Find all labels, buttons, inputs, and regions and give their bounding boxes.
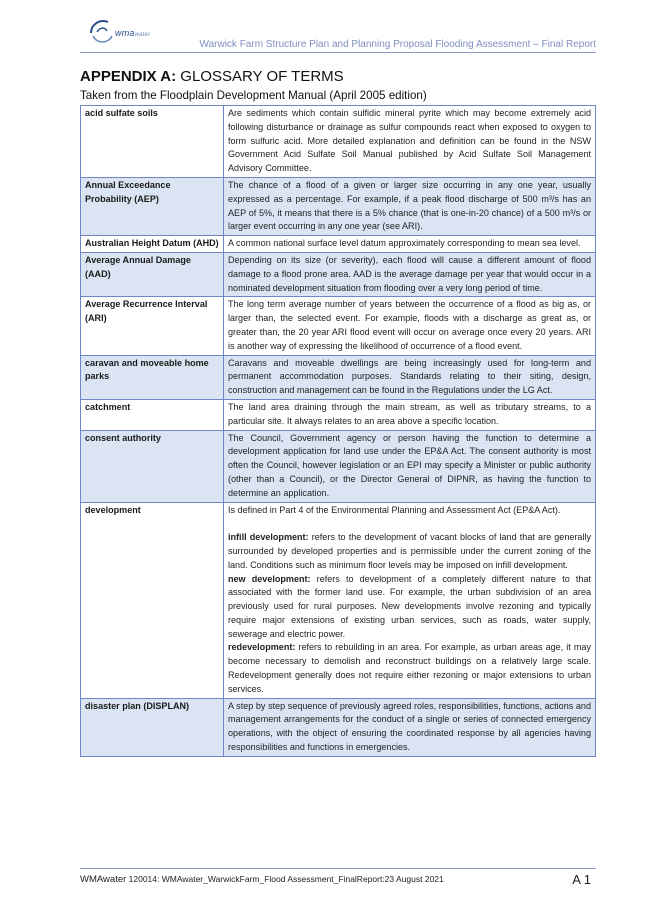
table-row <box>81 236 596 253</box>
page-title <box>80 68 344 85</box>
page-subtitle: Taken from the Floodplain Development Manual (April 2005 edition) <box>80 89 427 102</box>
header-title: Warwick Farm Structure Plan and Planning Proposal Flooding Assessment – Final Report <box>199 39 596 50</box>
footer-text <box>80 874 444 885</box>
glossary-term: catchment <box>81 399 224 430</box>
glossary-definition: The land area draining through the main stream, as well as tributary streams, to a particular site. It always relates to an area above a specific location. <box>224 399 596 430</box>
glossary-term: Average Annual Damage (AAD) <box>81 252 224 296</box>
footer-reference: 120014: WMAwater_WarwickFarm_Flood Assessment_FinalReport:23 August 2021 <box>126 874 444 884</box>
table-row <box>81 698 596 756</box>
glossary-definition: Caravans and moveable dwellings are being increasingly used for long-term and permanent accommodation purposes. Standards relating to their siting, design, construction and management can be found in the Regulations under the LG Act. <box>224 355 596 399</box>
glossary-term: consent authority <box>81 430 224 502</box>
development-intro: Is defined in Part 4 of the Environmental Planning and Assessment Act (EP&A Act). <box>228 504 561 515</box>
glossary-definition: Depending on its size (or severity), each flood will cause a different amount of flood damage to a flood prone area. AAD is the average damage per year that would occur in a nominated development situation from flooding over a very long period of time. <box>224 252 596 296</box>
table-row <box>81 502 596 698</box>
glossary-term: disaster plan (DISPLAN) <box>81 698 224 756</box>
sub-term-text: refers to rebuilding in an area. For example, as urban areas age, it may become necessary to demolish and reconstruct buildings on a relatively large scale. Redevelopment generally does not require either rezoning or major extensions to urban services. <box>228 642 591 694</box>
table-row <box>81 355 596 399</box>
glossary-definition: A step by step sequence of previously agreed roles, responsibilities, functions, actions and management arrangements for the conduct of a single or series of connected emergency operations, with the object of ensuring the coordinated response by all agencies having responsibilities and functions in emergencies. <box>224 698 596 756</box>
wave-logo-icon <box>88 17 118 47</box>
table-row <box>81 106 596 178</box>
title-rest: GLOSSARY OF TERMS <box>176 68 344 85</box>
glossary-term: Annual Exceedance Probability (AEP) <box>81 177 224 235</box>
glossary-definition: A common national surface level datum approximately corresponding to mean sea level. <box>224 236 596 253</box>
table-row <box>81 430 596 502</box>
glossary-definition: The Council, Government agency or person having the function to determine a development application for land use under the EP&A Act. The consent authority is most often the Council, however legislation or an EPI may specify a Minister or public authority (other than a Council), or the Director General of DIPNR, as having the function to determine an application. <box>224 430 596 502</box>
table-row <box>81 297 596 355</box>
glossary-term: Australian Height Datum (AHD) <box>81 236 224 253</box>
sub-term-text: refers to the development of vacant blocks of land that are generally surrounded by developed properties and is permissible under the current zoning of the land. Conditions such as minimum floor levels may be imposed on infill development. <box>228 532 591 570</box>
glossary-term: Average Recurrence Interval (ARI) <box>81 297 224 355</box>
footer-brand: WMAwater <box>80 874 127 885</box>
header-divider <box>80 52 596 53</box>
redevelopment-entry <box>228 641 591 696</box>
glossary-definition <box>224 502 596 698</box>
glossary-term: acid sulfate soils <box>81 106 224 178</box>
glossary-term: development <box>81 502 224 698</box>
glossary-definition: The long term average number of years between the occurrence of a flood as big as, or larger than, the selected event. For example, floods with a discharge as great as, or greater than, the 20 year ARI flood event will occur on average once every 20 years. ARI is another way of expressing the likelihood of occurrence of a flood event. <box>224 297 596 355</box>
infill-development-entry <box>228 531 591 572</box>
glossary-definition: Are sediments which contain sulfidic mineral pyrite which may become extremely acid following disturbance or drainage as sulfur compounds react when exposed to oxygen to form sulfuric acid. More detailed explanation and definition can be found in the NSW Government Acid Sulfate Soil Manual published by Acid Sulfate Soil Management Advisory Committee. <box>224 106 596 178</box>
sub-term-text: refers to development of a completely different nature to that associated with the former land use. For example, the urban subdivision of an area previously used for rural purposes. New developments involve rezoning and typically require major extensions of existing urban services, such as roads, water supply, sewerage and electric power. <box>228 573 591 639</box>
glossary-table <box>80 105 596 757</box>
sub-term-label: redevelopment: <box>228 642 296 653</box>
table-row <box>81 399 596 430</box>
footer-divider <box>80 868 596 869</box>
table-row <box>81 252 596 296</box>
sub-term-label: infill development: <box>228 532 309 543</box>
page-number: A 1 <box>572 872 591 887</box>
logo-text: wmawater <box>115 28 151 38</box>
sub-term-label: new development: <box>228 573 311 584</box>
glossary-definition: The chance of a flood of a given or larger size occurring in any one year, usually expressed as a percentage. For example, if a peak flood discharge of 500 m³/s has an AEP of 5%, it means that there is a 5% chance (that is one-in-20 chance) of a 500 m³/s or larger event occurring in any one year (see ARI). <box>224 177 596 235</box>
page-header <box>0 0 653 60</box>
wma-logo <box>88 17 178 49</box>
new-development-entry <box>228 573 591 642</box>
glossary-term: caravan and moveable home parks <box>81 355 224 399</box>
table-row <box>81 177 596 235</box>
title-prefix: APPENDIX A: <box>80 68 177 85</box>
